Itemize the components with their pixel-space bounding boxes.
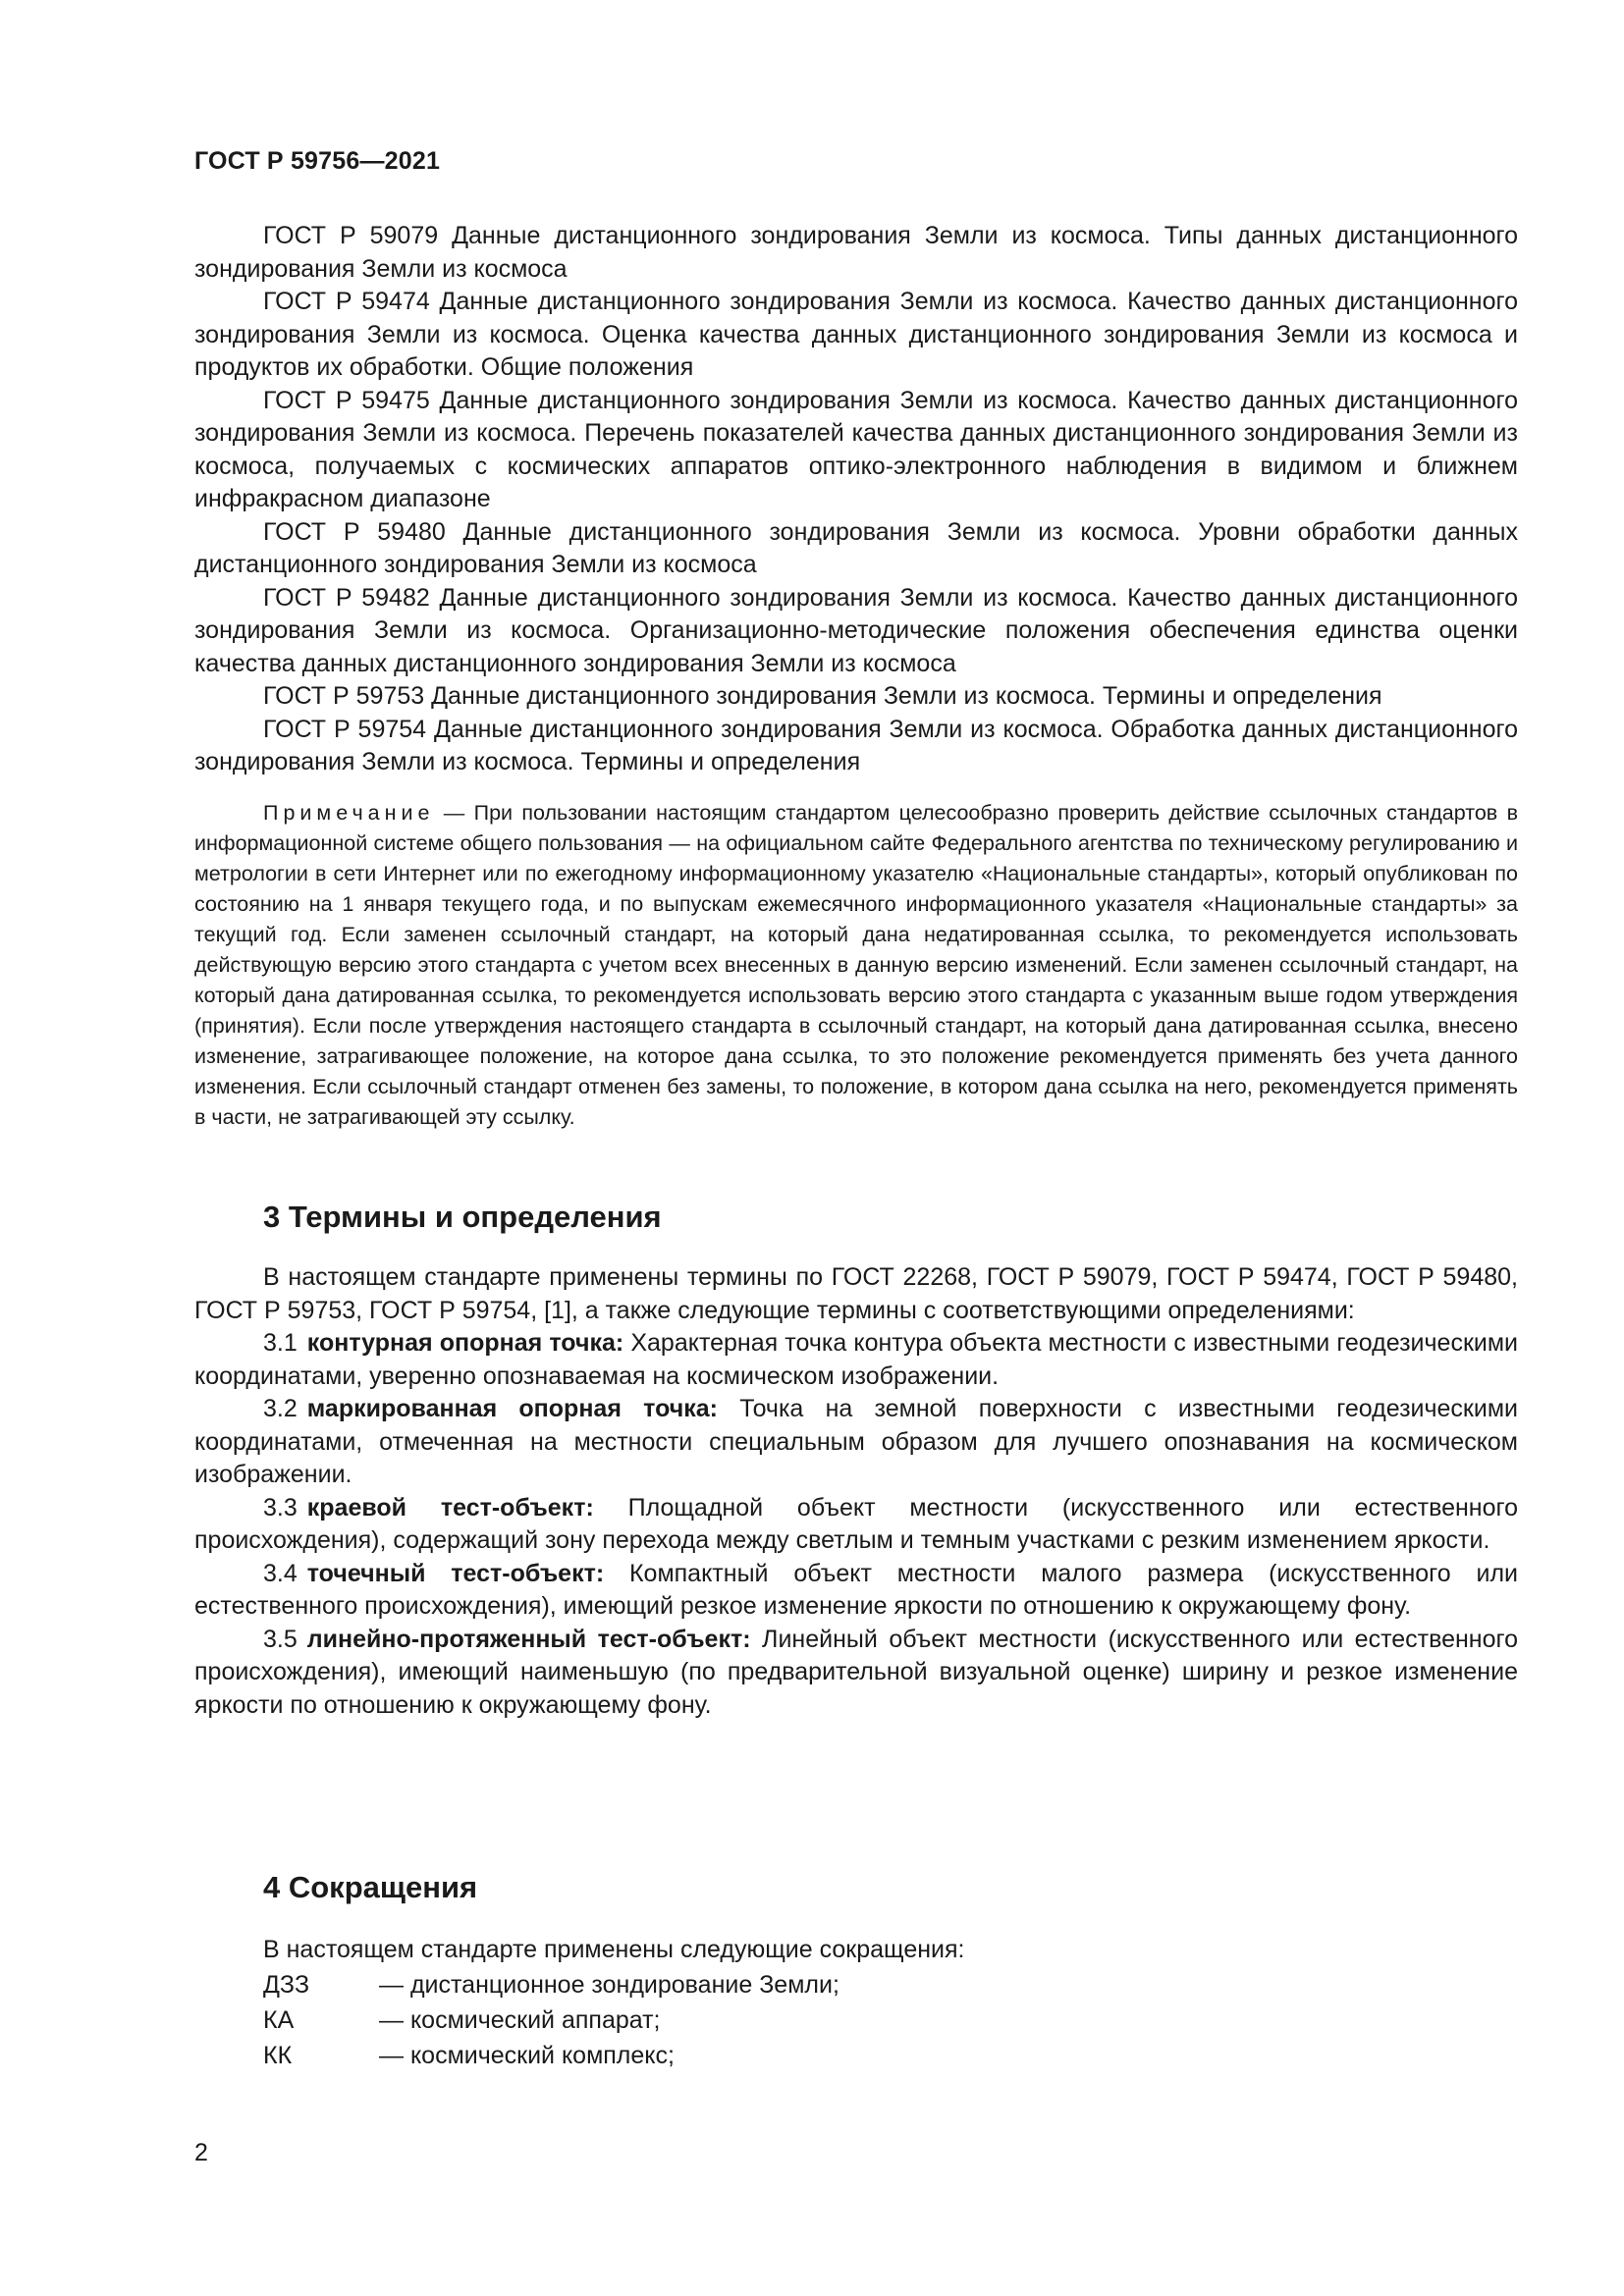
abbreviation-code: ДЗЗ: [263, 1971, 310, 1999]
term-entry: [194, 1492, 1518, 1558]
term-number: 3.2: [263, 1395, 298, 1422]
abbreviations-intro: В настоящем стандарте применены следующие сокращения:: [263, 1936, 965, 1963]
term-definition: Линейный объект местности (искусственного или естественного происхождения), имеющий наименьшую (по предварительной визуальной оценке) ширину и резкое изменение яркости по отношению к окружающему фону.: [194, 1625, 1518, 1719]
running-header: ГОСТ Р 59756—2021: [194, 147, 441, 175]
term-entry: [194, 1393, 1518, 1492]
term-number: 3.5: [263, 1625, 298, 1653]
abbreviation-row: [194, 1967, 1518, 2002]
term-name: контурная опорная точка:: [306, 1329, 624, 1357]
term-number: 3.1: [263, 1329, 298, 1357]
abbreviation-text: — космический комплекс;: [379, 2042, 675, 2069]
reference-item: ГОСТ Р 59753 Данные дистанционного зондирования Земли из космоса. Термины и определения: [263, 682, 1382, 710]
reference-item: ГОСТ Р 59480 Данные дистанционного зондирования Земли из космоса. Уровни обработки данных дистанционного зондирования Земли из космоса: [194, 517, 1518, 578]
page-number: 2: [194, 2139, 208, 2166]
term-definition: Характерная точка контура объекта местности с известными геодезическими координатами, уверенно опознаваемая на космическом изображении.: [194, 1329, 1518, 1390]
term-definition: Компактный объект местности малого размера (искусственного или естественного происхождения), имеющий резкое изменение яркости по отношению к окружающему фону.: [194, 1559, 1518, 1620]
abbreviation-row: [194, 2002, 1518, 2038]
note-paragraph: [194, 798, 1518, 1133]
note-text: — При пользовании настоящим стандартом целесообразно проверить действие ссылочных стандартов в информационной системе общего пользования — на официальном сайте Федерального агентства по техническому регулированию и метрологии в сети Интернет или по ежегодному информационному указателю «Национальные стандарты», который опубликован по состоянию на 1 января текущего года, и по выпускам ежемесячного информационного указателя «Национальные стандарты» за текущий год. Если заменен ссылочный стандарт, на который дана недатированная ссылка, то рекомендуется использовать действующую версию этого стандарта с учетом всех внесенных в данную версию изменений. Если заменен ссылочный стандарт, на который дана датированная ссылка, то рекомендуется использовать версию этого стандарта с указанным выше годом утверждения (принятия). Если после утверждения настоящего стандарта в ссылочный стандарт, на который дана датированная ссылка, внесено изменение, затрагивающее положение, на которое дана ссылка, то это положение рекомендуется применять без учета данного изменения. Если ссылочный стандарт отменен без замены, то положение, в котором дана ссылка на него, рекомендуется применять в части, не затрагивающей эту ссылку.: [194, 801, 1518, 1129]
section-3-heading: 3 Термины и определения: [263, 1200, 662, 1234]
terms-intro: В настоящем стандарте применены термины по ГОСТ 22268, ГОСТ Р 59079, ГОСТ Р 59474, ГОСТ Р 59480, ГОСТ Р 59753, ГОСТ Р 59754, [1], а также следующие термины с соответствующими определениями:: [194, 1263, 1518, 1324]
term-entry: [194, 1327, 1518, 1393]
reference-item: ГОСТ Р 59475 Данные дистанционного зондирования Земли из космоса. Качество данных дистанционного зондирования Земли из космоса. Перечень показателей качества данных дистанционного зондирования Земли из космоса, получаемых с космических аппаратов оптико-электронного наблюдения в видимом и ближнем инфракрасном диапазоне: [194, 386, 1518, 512]
reference-item: ГОСТ Р 59482 Данные дистанционного зондирования Земли из космоса. Качество данных дистанционного зондирования Земли из космоса. Организационно-методические положения обеспечения единства оценки качества данных дистанционного зондирования Земли из космоса: [194, 583, 1518, 677]
term-name: маркированная опорная точка:: [306, 1395, 718, 1422]
term-entry: [194, 1624, 1518, 1723]
reference-item: ГОСТ Р 59079 Данные дистанционного зондирования Земли из космоса. Типы данных дистанционного зондирования Земли из космоса: [194, 222, 1518, 283]
note-label: Примечание: [263, 801, 435, 825]
term-entry: [194, 1558, 1518, 1624]
reference-item: ГОСТ Р 59474 Данные дистанционного зондирования Земли из космоса. Качество данных дистанционного зондирования Земли из космоса. Оценка качества данных дистанционного зондирования Земли из космоса и продуктов их обработки. Общие положения: [194, 288, 1518, 381]
term-definition: Точка на земной поверхности с известными геодезическими координатами, отмеченная на местности специальным образом для лучшего опознавания на космическом изображении.: [194, 1395, 1518, 1488]
term-definition: Площадной объект местности (искусственного или естественного происхождения), содержащий зону перехода между светлым и темным участками с резким изменением яркости.: [194, 1493, 1518, 1554]
term-name: краевой тест-объект:: [306, 1493, 594, 1522]
abbreviation-text: — дистанционное зондирование Земли;: [379, 1971, 839, 1999]
reference-item: ГОСТ Р 59754 Данные дистанционного зондирования Земли из космоса. Обработка данных дистанционного зондирования Земли из космоса. Термины и определения: [194, 715, 1518, 775]
section-4-heading: 4 Сокращения: [263, 1870, 478, 1904]
term-number: 3.4: [263, 1559, 298, 1587]
abbreviation-text: — космический аппарат;: [379, 2006, 661, 2034]
abbreviations-section: [194, 1932, 1518, 2073]
abbreviation-code: КА: [263, 2006, 295, 2034]
abbreviation-code: КК: [263, 2042, 293, 2069]
term-name: линейно-протяженный тест-объект:: [306, 1625, 751, 1653]
term-name: точечный тест-объект:: [306, 1559, 605, 1587]
term-number: 3.3: [263, 1493, 298, 1522]
terms-section: [194, 1261, 1518, 1722]
normative-references-list: [194, 220, 1518, 779]
abbreviation-row: [194, 2038, 1518, 2073]
